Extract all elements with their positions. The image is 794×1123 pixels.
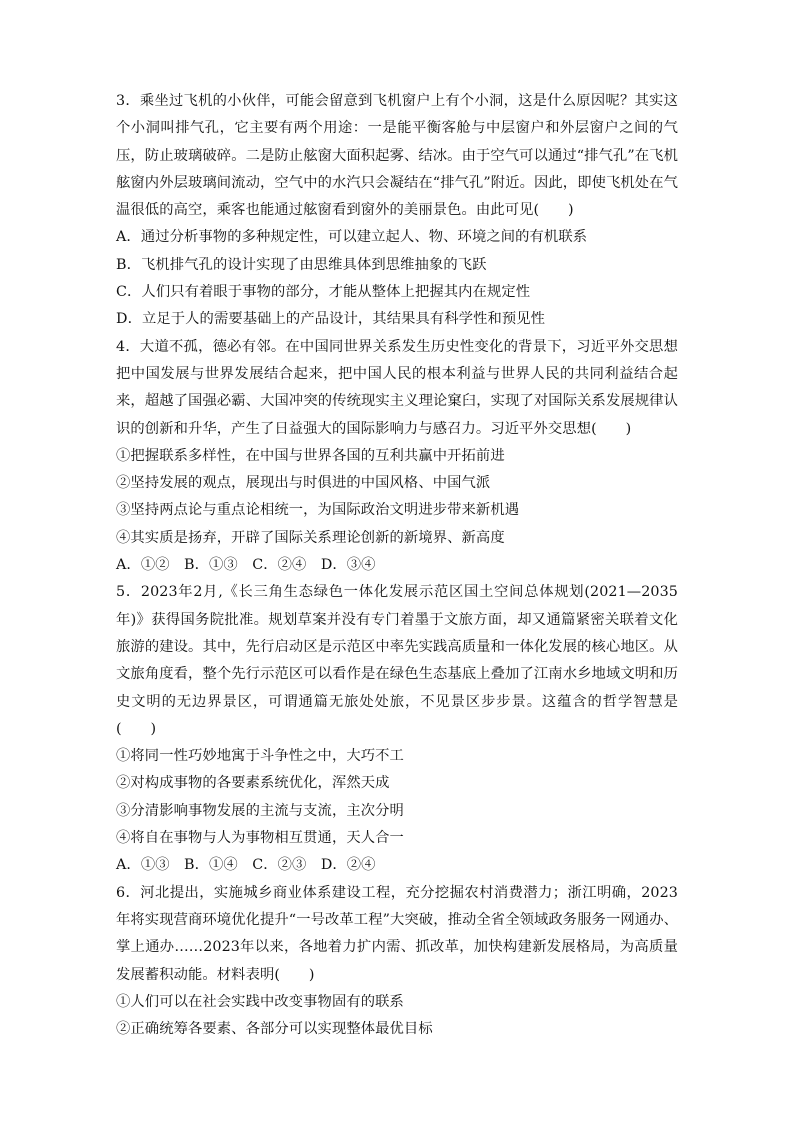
question-6 bbox=[116, 880, 678, 1044]
question-stem: 3．乘坐过飞机的小伙伴，可能会留意到飞机窗户上有个小洞，这是什么原因呢？其实这个小洞叫排气孔，它主要有两个用途：一是能平衡客舱与中层窗户和外层窗户之间的气压，防止玻璃破碎。二是防止舷窗大面积起雾、结冰。由于空气可以通过“排气孔”在飞机舷窗内外层玻璃间流动，空气中的水汽只会凝结在“排气孔”附近。因此，即使飞机处在气温很低的高空，乘客也能通过舷窗看到窗外的美丽景色。由此可见( ) bbox=[116, 93, 678, 219]
statement-3: ③分清影响事物发展的主流与支流，主次分明 bbox=[116, 802, 404, 819]
question-4 bbox=[116, 334, 678, 580]
statement-2: ②坚持发展的观点，展现出与时俱进的中国风格、中国气派 bbox=[116, 475, 491, 492]
question-stem: 6．河北提出，实施城乡商业体系建设工程，充分挖掘农村消费潜力；浙江明确，2023年将实现营商环境优化提升“一号改革工程”大突破，推动全省全领域政务服务一网通办、掌上通办……2023年以来，各地着力扩内需、抓改革，加快构建新发展格局，为高质量发展蓄积动能。材料表明( ) bbox=[116, 884, 678, 983]
statement-4: ④将自在事物与人为事物相互贯通，天人合一 bbox=[116, 830, 404, 847]
answer-options: A．①② B．①③ C．②④ D．③④ bbox=[116, 557, 376, 574]
option-a: A．通过分析事物的多种规定性，可以建立起人、物、环境之间的有机联系 bbox=[116, 229, 588, 246]
statement-1: ①把握联系多样性，在中国与世界各国的互利共赢中开拓前进 bbox=[116, 447, 505, 464]
question-stem: 4．大道不孤，德必有邻。在中国同世界关系发生历史性变化的背景下，习近平外交思想把中国发展与世界发展结合起来，把中国人民的根本利益与世界人民的共同利益结合起来，超越了国强必霸、大国冲突的传统现实主义理论窠臼，实现了对国际关系发展规律认识的创新和升华，产生了日益强大的国际影响力与感召力。习近平外交思想( ) bbox=[116, 338, 678, 437]
option-c: C．人们只有着眼于事物的部分，才能从整体上把握其内在规定性 bbox=[116, 284, 531, 301]
document-page bbox=[116, 88, 678, 1043]
question-3 bbox=[116, 88, 678, 334]
question-stem: 5．2023年2月,《长三角生态绿色一体化发展示范区国土空间总体规划(2021—2035年)》获得国务院批准。规划草案并没有专门着墨于文旅方面，却又通篇紧密关联着文化旅游的建设。其中，先行启动区是示范区中率先实践高质量和一体化发展的核心地区。从文旅角度看，整个先行示范区可以看作是在绿色生态基底上叠加了江南水乡地域文明和历史文明的无边界景区，可谓通篇无旅处处旅，不见景区步步景。这蕴含的哲学智慧是( ) bbox=[116, 584, 678, 737]
statement-1: ①人们可以在社会实践中改变事物固有的联系 bbox=[116, 993, 404, 1010]
statement-1: ①将同一性巧妙地寓于斗争性之中，大巧不工 bbox=[116, 748, 404, 765]
option-b: B．飞机排气孔的设计实现了由思维具体到思维抽象的飞跃 bbox=[116, 256, 487, 273]
option-d: D．立足于人的需要基础上的产品设计，其结果具有科学性和预见性 bbox=[116, 311, 546, 328]
statement-2: ②正确统筹各要素、各部分可以实现整体最优目标 bbox=[116, 1021, 433, 1038]
statement-3: ③坚持两点论与重点论相统一，为国际政治文明进步带来新机遇 bbox=[116, 502, 520, 519]
question-5 bbox=[116, 579, 678, 879]
statement-4: ④其实质是扬弃，开辟了国际关系理论创新的新境界、新高度 bbox=[116, 529, 505, 546]
answer-options: A．①③ B．①④ C．②③ D．②④ bbox=[116, 857, 376, 874]
statement-2: ②对构成事物的各要素系统优化，浑然天成 bbox=[116, 775, 390, 792]
